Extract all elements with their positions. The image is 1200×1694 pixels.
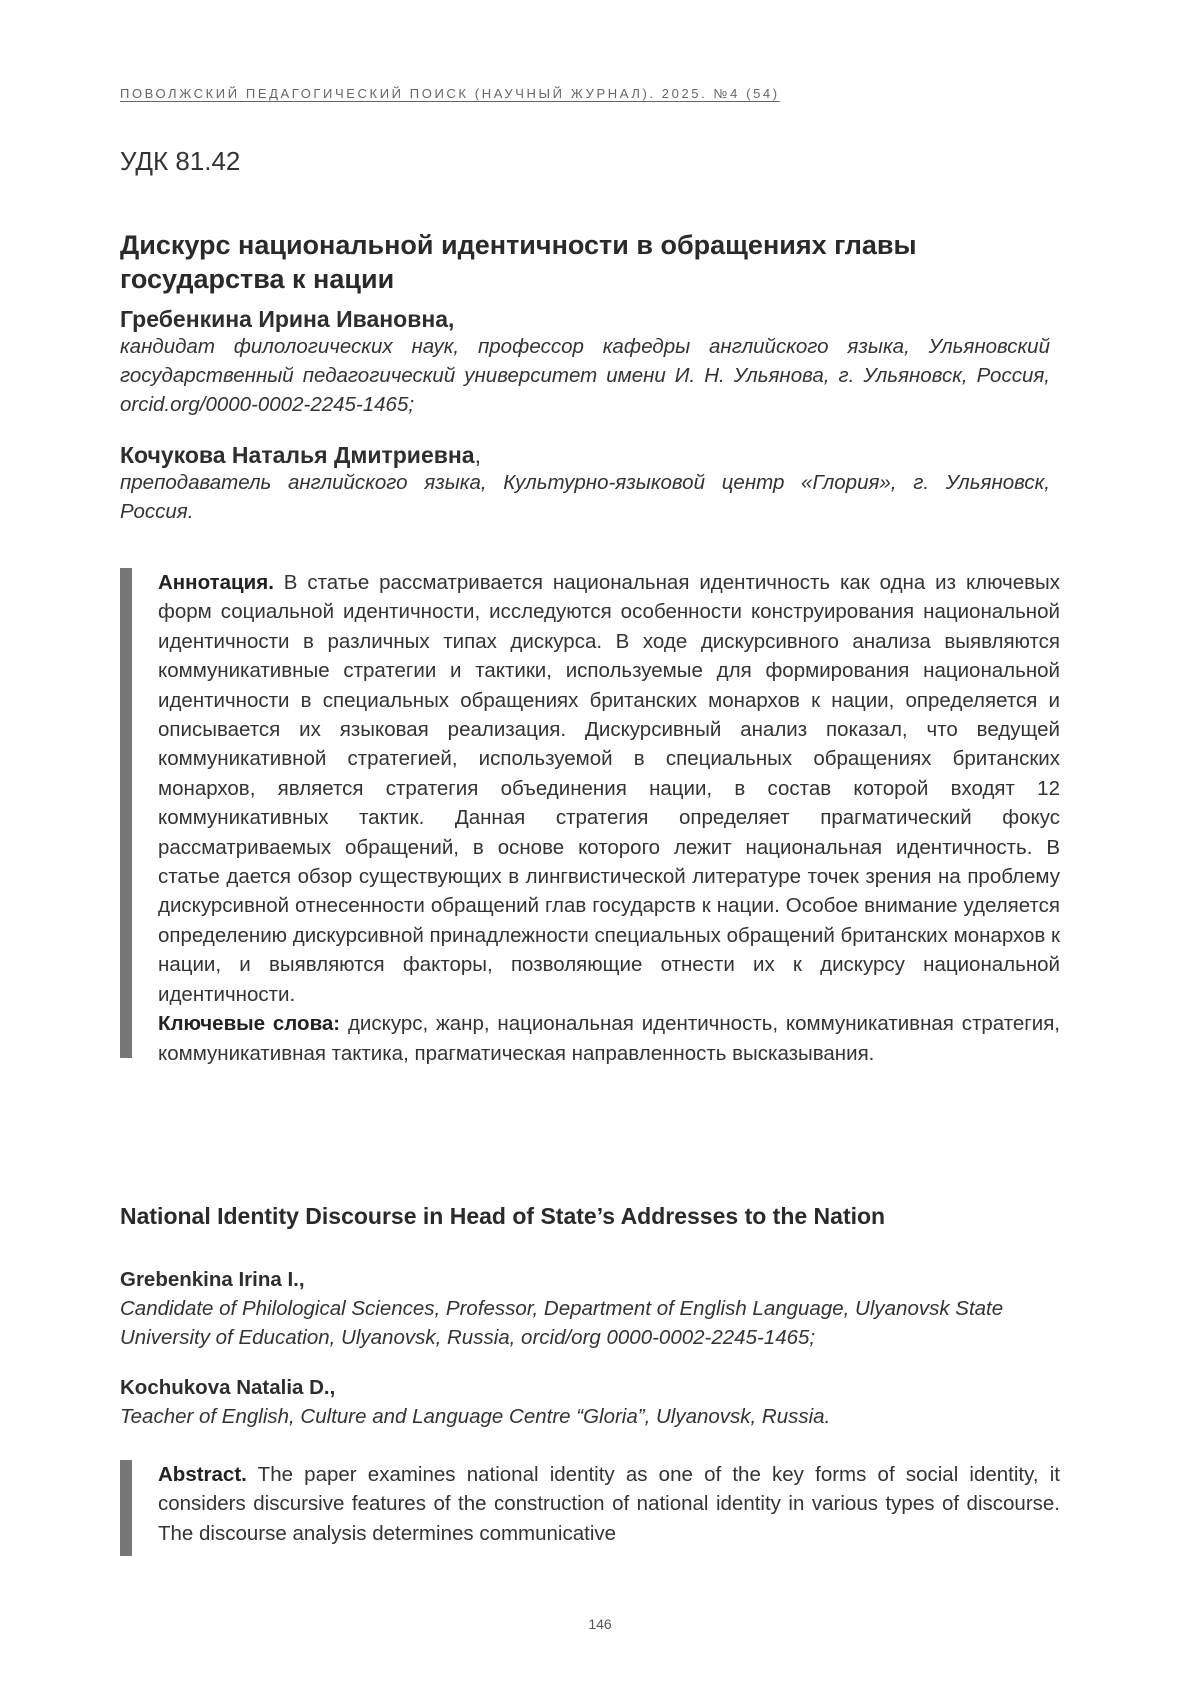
- udk-code: УДК 81.42: [120, 146, 241, 176]
- author-1-affiliation-en: Candidate of Philological Sciences, Professor, Department of English Language, Ulyanovsk State University of Education, Ulyanovsk, Russia, orcid/org 0000-0002-2245-1465;: [120, 1297, 1004, 1349]
- journal-header: ПОВОЛЖСКИЙ ПЕДАГОГИЧЕСКИЙ ПОИСК (НАУЧНЫЙ ЖУРНАЛ). 2025. №4 (54): [120, 86, 780, 101]
- abstract-en-text: The paper examines national identity as one of the key forms of social identity, it considers discursive features of the construction of national identity in various types of discourse. The discourse analysis determines communicative: [158, 1463, 1060, 1545]
- author-1-name-ru: Гребенкина Ирина Ивановна,: [120, 306, 455, 332]
- keywords-ru-text: дискурс, жанр, национальная идентичность, коммуникативная стратегия, коммуникативная тактика, прагматическая направленность высказывания.: [158, 1012, 1060, 1065]
- author-1-affiliation-ru: кандидат филологических наук, профессор кафедры английского языка, Ульяновский государственный педагогический университет имени И. Н. Ульянова, г. Ульяновск, Россия, orcid.org/0000-0002-2245-1465;: [120, 335, 1050, 416]
- abstract-en-block: [120, 1460, 1060, 1556]
- page-number: 146: [588, 1616, 612, 1632]
- author-2-name-text: Кочукова Наталья Дмитриевна: [120, 442, 475, 468]
- abstract-ru-text: В статье рассматривается национальная идентичность как одна из ключевых форм социальной идентичности, исследуются особенности конструирования национальной идентичности в различных типах дискурса. В ходе дискурсивного анализа выявляются коммуникативные стратегии и тактики, используемые для формирования национальной идентичности в специальных обращениях британских монархов к нации, определяется и описывается их языковая реализация. Дискурсивный анализ показал, что ведущей коммуникативной стратегией, используемой в специальных обращениях британских монархов, является стратегия объединения нации, в состав которой входят 12 коммуникативных тактик. Данная стратегия определяет прагматический фокус рассматриваемых обращений, в основе которого лежит национальная идентичность. В статье дается обзор существующих в лингвистической литературе точек зрения на проблему дискурсивной отнесенности обращений глав государств к нации. Особое внимание уделяется определению дискурсивной принадлежности специальных обращений британских монархов к нации, и выявляются факторы, позволяющие отнести их к дискурсу национальной идентичности.: [158, 571, 1060, 1006]
- abstract-en: [158, 1460, 1060, 1548]
- author-2-name-ru: [120, 442, 481, 469]
- author-1-name-en: Grebenkina Irina I.,: [120, 1268, 305, 1291]
- author-2-name-en: Kochukova Natalia D.,: [120, 1376, 336, 1399]
- article-title-en: National Identity Discourse in Head of State’s Addresses to the Nation: [120, 1203, 886, 1229]
- abstract-ru-label: Аннотация.: [158, 571, 274, 594]
- author-2-affiliation-en: Teacher of English, Culture and Language Centre “Gloria”, Ulyanovsk, Russia.: [120, 1405, 831, 1428]
- keywords-ru-label: Ключевые слова:: [158, 1012, 341, 1036]
- author-2-affiliation-ru: преподаватель английского языка, Культурно-языковой центр «Глория», г. Ульяновск, Россия.: [120, 471, 1050, 523]
- abstract-ru: [158, 568, 1060, 1068]
- article-title-ru: Дискурс национальной идентичности в обращениях главы государства к нации: [120, 230, 917, 294]
- abstract-ru-block: [120, 568, 1060, 1065]
- abstract-en-label: Abstract.: [158, 1463, 247, 1486]
- author-2-name-comma: ,: [474, 442, 481, 468]
